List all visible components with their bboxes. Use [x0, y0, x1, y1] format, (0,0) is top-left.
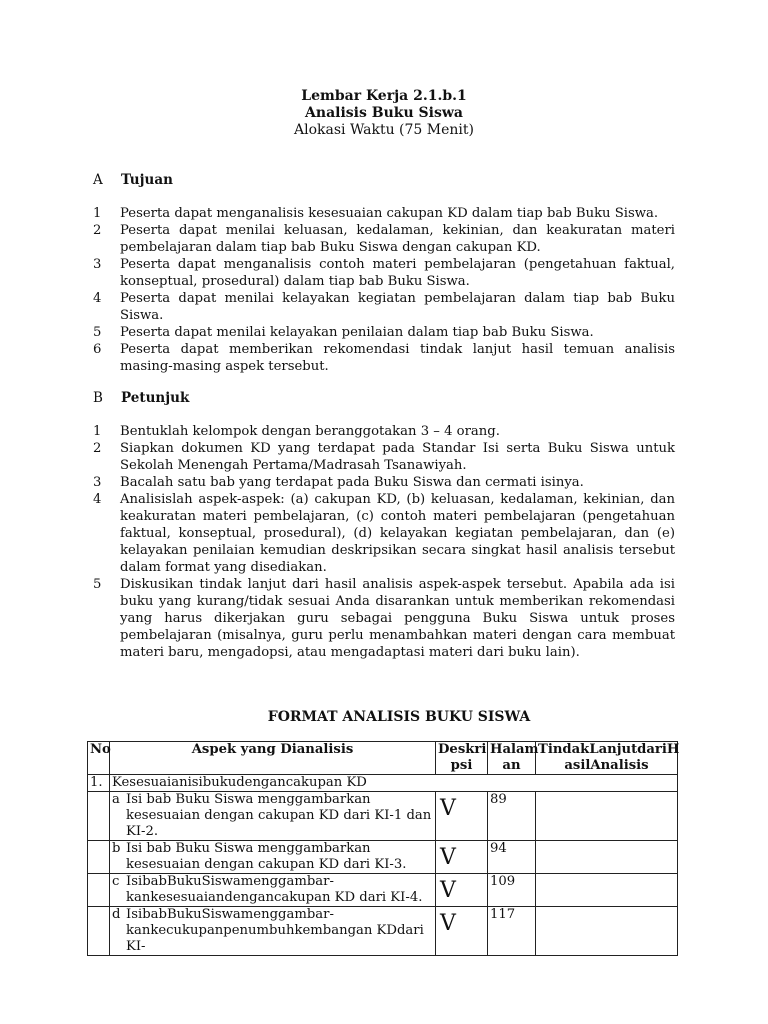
- check-cell: [436, 841, 488, 874]
- item-text: Diskusikan tindak lanjut dari hasil analisis aspek-aspek tersebut. Apabila ada isi buku yang kurang/tidak sesuai Anda disarankan untuk memberikan rekomendasi yang harus dikerjakan guru sebagai pengguna Buku Siswa untuk proses pembelajaran (misalnya, guru perlu menambahkan materi dengan cara membuat materi baru, mengadopsi, atau mengadaptasi materi dari buku lain).: [120, 577, 675, 660]
- item-number: 2: [93, 441, 102, 456]
- page-cell: 109: [488, 874, 536, 907]
- header-tindak-lanjut: TindakLanjutdariH asilAnalisis: [536, 742, 678, 775]
- list-item: [93, 491, 675, 576]
- format-title: FORMAT ANALISIS BUKU SISWA: [267, 709, 531, 725]
- item-number: 3: [93, 257, 102, 272]
- section-letter: A: [93, 172, 103, 188]
- item-text: Peserta dapat menganalisis kesesuaian cakupan KD dalam tiap bab Buku Siswa.: [120, 206, 659, 221]
- item-number: 5: [93, 577, 102, 592]
- worksheet-title: Analisis Buku Siswa: [305, 105, 463, 121]
- check-mark: V: [440, 878, 456, 903]
- item-number: 4: [93, 291, 102, 306]
- item-text: Bacalah satu bab yang terdapat pada Buku Siswa dan cermati isinya.: [120, 475, 584, 490]
- check-mark: V: [440, 911, 456, 936]
- list-item: [93, 341, 675, 375]
- item-text: Peserta dapat menilai keluasan, kedalaman, kekinian, dan keakuratan materi pembelajaran dalam tiap bab Buku Siswa dengan cakupan KD.: [120, 223, 675, 255]
- check-mark: V: [440, 845, 456, 870]
- item-number: 2: [93, 223, 102, 238]
- item-number: 5: [93, 325, 102, 340]
- group-number: 1.: [88, 775, 110, 792]
- check-cell: [436, 874, 488, 907]
- aspect-cell: [110, 792, 436, 841]
- row-text: IsibabBukuSiswamenggambar-kankecukupanpenumbuhkembangan KDdari KI-: [126, 907, 424, 954]
- section-title: Petunjuk: [121, 390, 190, 406]
- worksheet-number: Lembar Kerja 2.1.b.1: [301, 88, 467, 104]
- row-text: IsibabBukuSiswamenggambar-kankesesuaiandengancakupan KD dari KI-4.: [126, 874, 423, 905]
- item-text: Peserta dapat menilai kelayakan penilaian dalam tiap bab Buku Siswa.: [120, 325, 594, 340]
- item-text: Peserta dapat menilai kelayakan kegiatan pembelajaran dalam tiap bab Buku Siswa.: [120, 291, 675, 323]
- empty-cell: [88, 907, 110, 956]
- item-text: Peserta dapat menganalisis contoh materi pembelajaran (pengetahuan faktual, konseptual, prosedural) dalam tiap bab Buku Siswa.: [120, 257, 675, 289]
- header-aspek: Aspek yang Dianalisis: [110, 742, 436, 775]
- group-label: Kesesuaianisibukudengancakupan KD: [110, 775, 678, 792]
- item-number: 1: [93, 424, 102, 439]
- check-mark: V: [440, 796, 456, 821]
- tindak-cell: [536, 874, 678, 907]
- list-item: [93, 222, 675, 256]
- row-letter: b: [112, 841, 121, 856]
- row-text: Isi bab Buku Siswa menggambarkan kesesuaian dengan cakupan KD dari KI-1 dan KI-2.: [126, 792, 432, 839]
- item-text: Bentuklah kelompok dengan beranggotakan 3 – 4 orang.: [120, 424, 500, 439]
- aspect-cell: [110, 841, 436, 874]
- list-item: [93, 256, 675, 290]
- page-cell: 117: [488, 907, 536, 956]
- instructions-list: [93, 423, 675, 661]
- empty-cell: [88, 841, 110, 874]
- table-group-row: [88, 775, 678, 792]
- header-deskripsi: Deskri psi: [436, 742, 488, 775]
- header-no: No: [88, 742, 110, 775]
- table-header-row: [88, 742, 678, 775]
- check-cell: [436, 792, 488, 841]
- aspect-cell: [110, 874, 436, 907]
- section-a-heading: [93, 172, 173, 189]
- section-b-heading: [93, 390, 189, 407]
- item-text: Siapkan dokumen KD yang terdapat pada Standar Isi serta Buku Siswa untuk Sekolah Menengah Pertama/Madrasah Tsanawiyah.: [120, 441, 675, 473]
- row-letter: a: [112, 792, 120, 807]
- table-row: [88, 792, 678, 841]
- item-text: Peserta dapat memberikan rekomendasi tindak lanjut hasil temuan analisis masing-masing aspek tersebut.: [120, 342, 675, 374]
- page-cell: 89: [488, 792, 536, 841]
- tindak-cell: [536, 792, 678, 841]
- list-item: [93, 474, 675, 491]
- section-letter: B: [93, 390, 103, 406]
- list-item: [93, 576, 675, 661]
- time-allocation: Alokasi Waktu (75 Menit): [294, 122, 474, 138]
- row-letter: d: [112, 907, 121, 922]
- list-item: [93, 423, 675, 440]
- list-item: [93, 440, 675, 474]
- item-number: 6: [93, 342, 102, 357]
- row-letter: c: [112, 874, 120, 889]
- row-text: Isi bab Buku Siswa menggambarkan kesesuaian dengan cakupan KD dari KI-3.: [126, 841, 407, 872]
- check-cell: [436, 907, 488, 956]
- empty-cell: [88, 874, 110, 907]
- aspect-cell: [110, 907, 436, 956]
- section-title: Tujuan: [121, 172, 173, 188]
- tindak-cell: [536, 841, 678, 874]
- item-number: 1: [93, 206, 102, 221]
- objectives-list: [93, 205, 675, 375]
- table-row: [88, 907, 678, 956]
- list-item: [93, 290, 675, 324]
- item-number: 3: [93, 475, 102, 490]
- header-halaman: Halam an: [488, 742, 536, 775]
- analysis-table: [87, 741, 678, 956]
- item-text: Analisislah aspek-aspek: (a) cakupan KD, (b) keluasan, kedalaman, kekinian, dan keakuratan materi pembelajaran, (c) contoh materi pembelajaran (pengetahuan faktual, konseptual, prosedural), (d) kelayakan kegiatan pembelajaran, dan (e) kelayakan penilaian kemudian deskripsikan secara singkat hasil analisis tersebut dalam format yang disediakan.: [120, 492, 675, 575]
- empty-cell: [88, 792, 110, 841]
- item-number: 4: [93, 492, 102, 507]
- table-row: [88, 841, 678, 874]
- table-row: [88, 874, 678, 907]
- list-item: [93, 205, 675, 222]
- page-cell: 94: [488, 841, 536, 874]
- tindak-cell: [536, 907, 678, 956]
- list-item: [93, 324, 675, 341]
